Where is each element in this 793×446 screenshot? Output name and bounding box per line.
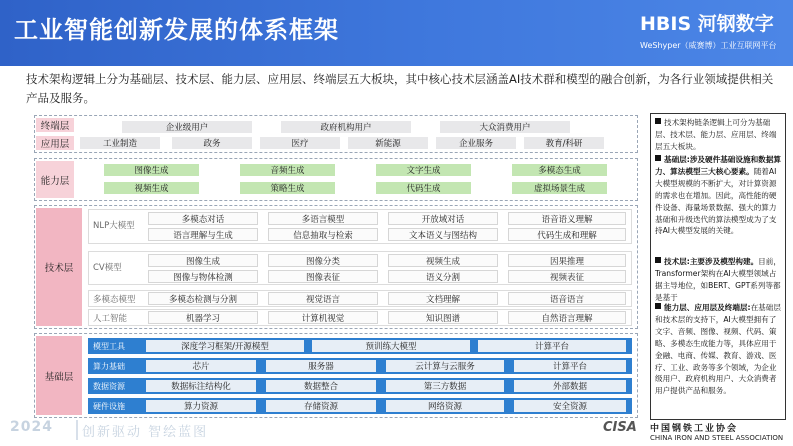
cv-item: 视频生成: [388, 254, 498, 267]
hardware-item: 存储资源: [266, 400, 376, 412]
multimodal-item: 文档理解: [388, 292, 498, 305]
data-item: 外部数据: [514, 380, 626, 392]
bullet-icon: [655, 257, 661, 263]
capability-item: 视频生成: [104, 182, 199, 194]
capability-item: 音频生成: [240, 164, 335, 176]
cv-item: 图像表征: [268, 270, 378, 283]
footer-year: 2024: [10, 419, 53, 435]
ai-label: 人工智能: [93, 313, 128, 324]
ai-item: 计算机视觉: [268, 311, 378, 324]
nlp-item: 多模态对话: [148, 212, 258, 225]
footer-slogan: 创新驱动 智绘蓝图: [82, 425, 209, 440]
sidebar-notes: [650, 113, 786, 420]
multimodal-item: 语音语言: [508, 292, 626, 305]
hardware-item: 网络资源: [386, 400, 504, 412]
sidebar-bullet-4: 能力层、应用层及终端层:在基础层和技术层的支持下，AI大模型拥有了文字、音频、图像、视频、代码、策略、多模态生成能力等，具体应用于金融、电商、传媒、教育、游戏、医疗、工业、政务等多个领域，为企业级用户、政府机构用户、大众消费者用户提供产品和服务。: [655, 303, 781, 396]
compute-item: 云计算与云服务: [386, 360, 504, 372]
multimodal-item: 多模态检测与分割: [148, 292, 258, 305]
brand-logo: HBIS 河钢数字: [640, 13, 774, 35]
cisa-name-cn: 中国钢铁工业协会: [650, 424, 739, 434]
nlp-item: 语音语义理解: [508, 212, 626, 225]
application-item: 教育/科研: [524, 137, 604, 149]
cv-item: 语义分割: [388, 270, 498, 283]
data-item: 第三方数据: [386, 380, 504, 392]
capability-item: 图像生成: [104, 164, 199, 176]
hardware-item: 安全资源: [514, 400, 626, 412]
application-item: 企业服务: [436, 137, 516, 149]
nlp-item: 语言理解与生成: [148, 228, 258, 241]
nlp-item: 开放域对话: [388, 212, 498, 225]
foundation-label: 基础层: [36, 336, 82, 415]
bullet-icon: [655, 303, 661, 309]
brand-tagline: WeShyper（威赛博）工业互联网平台: [640, 41, 777, 50]
capability-item: 代码生成: [376, 182, 471, 194]
compute-item: 计算平台: [514, 360, 626, 372]
terminal-item: 政府机构用户: [281, 121, 411, 133]
model-tools-item: 计算平台: [478, 340, 626, 352]
footer-divider: [76, 420, 78, 440]
cv-item: 因果推理: [508, 254, 626, 267]
hardware-item: 算力资源: [146, 400, 256, 412]
model-tools-item: 预训练大模型: [312, 340, 470, 352]
compute-label: 算力基础: [93, 361, 125, 371]
nlp-item: 多语言模型: [268, 212, 378, 225]
sidebar-bullet-3: 技术层:主要涉及模型构建。目前，Transformer架构在AI大模型领域占据主导地位，如BERT、GPT系列等都是基于: [655, 257, 781, 302]
data-label: 数据资源: [93, 381, 125, 391]
compute-item: 服务器: [266, 360, 376, 372]
application-item: 政务: [172, 137, 252, 149]
cv-item: 图像与物体检测: [148, 270, 258, 283]
capability-item: 策略生成: [240, 182, 335, 194]
cv-item: 视频表征: [508, 270, 626, 283]
terminal-item: 大众消费用户: [440, 121, 570, 133]
terminal-item: 企业级用户: [122, 121, 252, 133]
application-item: 新能源: [348, 137, 428, 149]
multimodal-label: 多模态模型: [93, 294, 136, 305]
nlp-item: 文本语义与图结构: [388, 228, 498, 241]
application-label: 应用层: [36, 136, 74, 150]
ai-item: 机器学习: [148, 311, 258, 324]
capability-label: 能力层: [36, 161, 74, 198]
sidebar-bullet-2: 基础层:涉及硬件基础设施和数据算力、算法模型三大核心要素。随着AI大模型规模的不断扩大，对计算资源的需求也在增加。因此，高性能的硬件设备、海量场景数据、强大的算力基础和升级迭代的算法模型成为了支持AI大模型发展的关键。: [655, 155, 781, 236]
sidebar-bullet-1: 技术架构链条逻辑上可分为基础层、技术层、能力层、应用层、终端层五大板块。: [655, 118, 777, 151]
terminal-label: 终端层: [36, 118, 74, 132]
cv-item: 图像分类: [268, 254, 378, 267]
ai-item: 知识图谱: [388, 311, 498, 324]
capability-item: 多模态生成: [512, 164, 607, 176]
bullet-icon: [655, 155, 661, 161]
cisa-logo: CISA: [603, 420, 637, 435]
hardware-label: 硬件设施: [93, 401, 125, 411]
intro-text: 技术架构逻辑上分为基础层、技术层、能力层、应用层、终端层五大板块，其中核心技术层涵盖AI技术群和模型的融合创新，为各行业领域提供相关产品及服务。: [26, 72, 774, 105]
page-title: 工业智能创新发展的体系框架: [14, 16, 339, 44]
application-item: 工业制造: [80, 137, 160, 149]
compute-item: 芯片: [146, 360, 256, 372]
technology-label: 技术层: [36, 208, 82, 326]
capability-item: 虚拟场景生成: [512, 182, 607, 194]
cisa-name-en: CHINA IRON AND STEEL ASSOCIATION: [650, 434, 784, 442]
nlp-label: NLP大模型: [93, 221, 135, 231]
nlp-item: 信息抽取与检索: [268, 228, 378, 241]
data-item: 数据整合: [266, 380, 376, 392]
nlp-item: 代码生成和理解: [508, 228, 626, 241]
capability-item: 文字生成: [376, 164, 471, 176]
bullet-icon: [655, 118, 661, 124]
model-tools-item: 深度学习框架/开源模型: [146, 340, 304, 352]
multimodal-item: 视觉语言: [268, 292, 378, 305]
model-tools-label: 模型工具: [93, 341, 125, 351]
data-item: 数据标注结构化: [146, 380, 256, 392]
cv-item: 图像生成: [148, 254, 258, 267]
cv-label: CV模型: [93, 263, 122, 273]
application-item: 医疗: [260, 137, 340, 149]
ai-item: 自然语言理解: [508, 311, 626, 324]
